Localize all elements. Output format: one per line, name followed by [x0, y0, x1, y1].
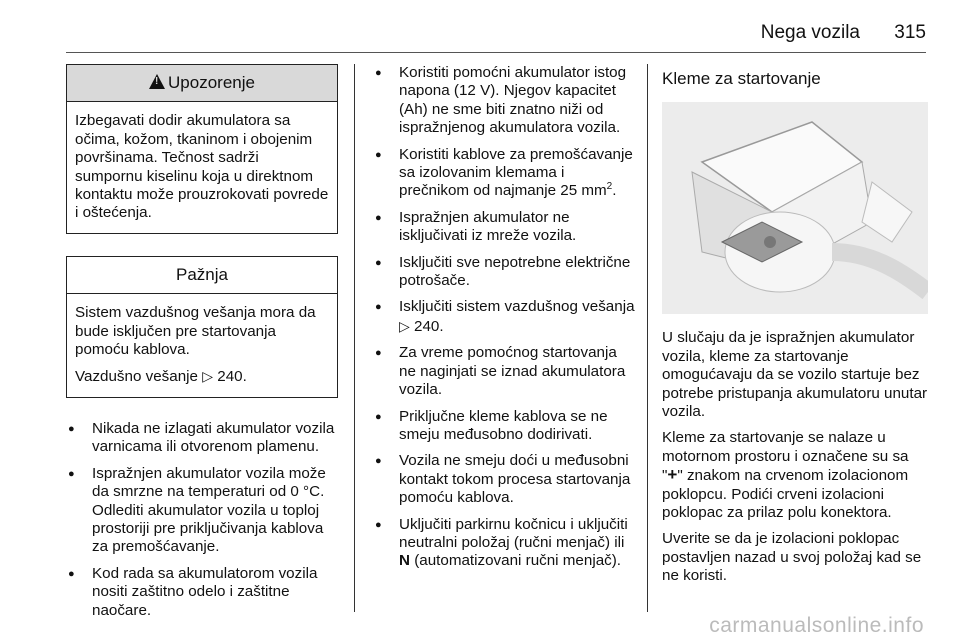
list-item: ● Za vreme pomoćnog startovanja ne naginjati se iznad akumulatora vozila. [373, 344, 637, 399]
page-ref-arrow-icon: ▷ [399, 317, 410, 334]
list-item: ● Vozila ne smeju doći u međusobni kontakt tokom procesa startovanja pomoću kablova. [373, 452, 637, 507]
header-rule [66, 52, 926, 53]
bullet-end: . [612, 182, 617, 200]
caution-box-title: Pažnja [67, 257, 337, 294]
page-ref-arrow-icon: ▷ [202, 368, 214, 385]
col1-bullet-list [66, 420, 338, 620]
page-header [0, 18, 960, 48]
list-item: ● Nikada ne izlagati akumulator vozila varnicama ili otvorenom plamenu. [66, 420, 338, 457]
bullet-text: Koristiti kablove za premošćavanje sa izolovanim klemama i prečnikom od najmanje 25 mm [399, 145, 633, 200]
paragraph-text: Kleme za startovanje se nalaze u motornom prostoru i označene su sa " [662, 429, 909, 485]
terminal-illustration-svg [662, 102, 928, 314]
jump-start-terminal-illustration [662, 102, 928, 314]
list-item [373, 516, 637, 571]
gear-n-label: N [399, 552, 410, 570]
list-item: ● Isključiti sve nepotrebne električne potrošače. [373, 254, 637, 291]
column-divider [354, 64, 355, 612]
caution-ref-text: Vazdušno vešanje [75, 368, 198, 386]
bullet-text: Uključiti parkirnu kočnicu i uključiti neutralni položaj (ručni menjač) ili [399, 515, 628, 551]
section-title: Kleme za startovanje [662, 69, 821, 88]
caution-box [66, 256, 338, 398]
column-2 [373, 64, 637, 579]
plus-icon: + [667, 465, 678, 485]
list-item: ● Priključne kleme kablova se ne smeju međusobno dodirivati. [373, 408, 637, 445]
page-number: 315 [894, 22, 926, 43]
list-item: ● Koristiti pomoćni akumulator istog napona (12 V). Njegov kapacitet (Ah) ne sme biti znatno niži od ispražnjenog akumulatora vozila. [373, 64, 637, 138]
warning-box-body [67, 102, 337, 232]
caution-ref-page[interactable]: 240. [217, 368, 247, 386]
bullet-text: Isključiti sistem vazdušnog vešanja [399, 298, 635, 316]
watermark: carmanualsonline.info [709, 614, 924, 637]
caution-ref [75, 367, 329, 386]
paragraph: U slučaju da je ispražnjen akumulator vozila, kleme za startovanje omogućavaju da se vozilo startuje bez potrebe pristupanja akumulatoru unutar vozila. [662, 329, 928, 421]
warning-triangle-icon [149, 74, 165, 89]
page-title: Nega vozila [760, 22, 860, 43]
paragraph-text: " znakom na crvenom izolacionom poklopcu. Podići crveni izolacioni poklopac za prilaz polu konektora. [662, 467, 909, 522]
superscript: 2 [606, 181, 613, 193]
list-item [373, 298, 637, 336]
caution-text: Sistem vazdušnog vešanja mora da bude isključen pre startovanja pomoću kablova. [75, 304, 316, 359]
col2-bullet-list [373, 64, 637, 571]
warning-box [66, 64, 338, 234]
warning-box-header [67, 65, 337, 102]
list-item: ● Kod rada sa akumulatorom vozila nositi zaštitno odelo i zaštitne naočare. [66, 565, 338, 620]
list-item: ● Ispražnjen akumulator ne isključivati iz mreže vozila. [373, 209, 637, 246]
list-item: ● Ispražnjen akumulator vozila može da smrzne na temperaturi od 0 °C. Odlediti akumulator vozila u toploj prostoriji pre priključivanja kablova za premošćavanje. [66, 465, 338, 557]
column-divider [647, 64, 648, 612]
paragraph: Uverite se da je izolacioni poklopac postavljen nazad u svoj položaj kad se ne koristi. [662, 530, 922, 585]
page-ref[interactable]: 240. [414, 317, 444, 335]
warning-text: Izbegavati dodir akumulatora sa očima, kožom, tkaninom i obojenim površinama. Tečnost sadrži sumpornu kiselinu koja u direktnom kontaktu može prouzrokovati povrede i oštećenja. [75, 112, 329, 222]
warning-box-title: Upozorenje [168, 73, 255, 92]
bullet-text: (automatizovani ručni menjač). [414, 552, 622, 570]
list-item [373, 146, 637, 201]
column-1 [66, 64, 338, 628]
caution-box-body [67, 294, 337, 397]
paragraph [662, 429, 928, 522]
column-3 [662, 64, 928, 594]
